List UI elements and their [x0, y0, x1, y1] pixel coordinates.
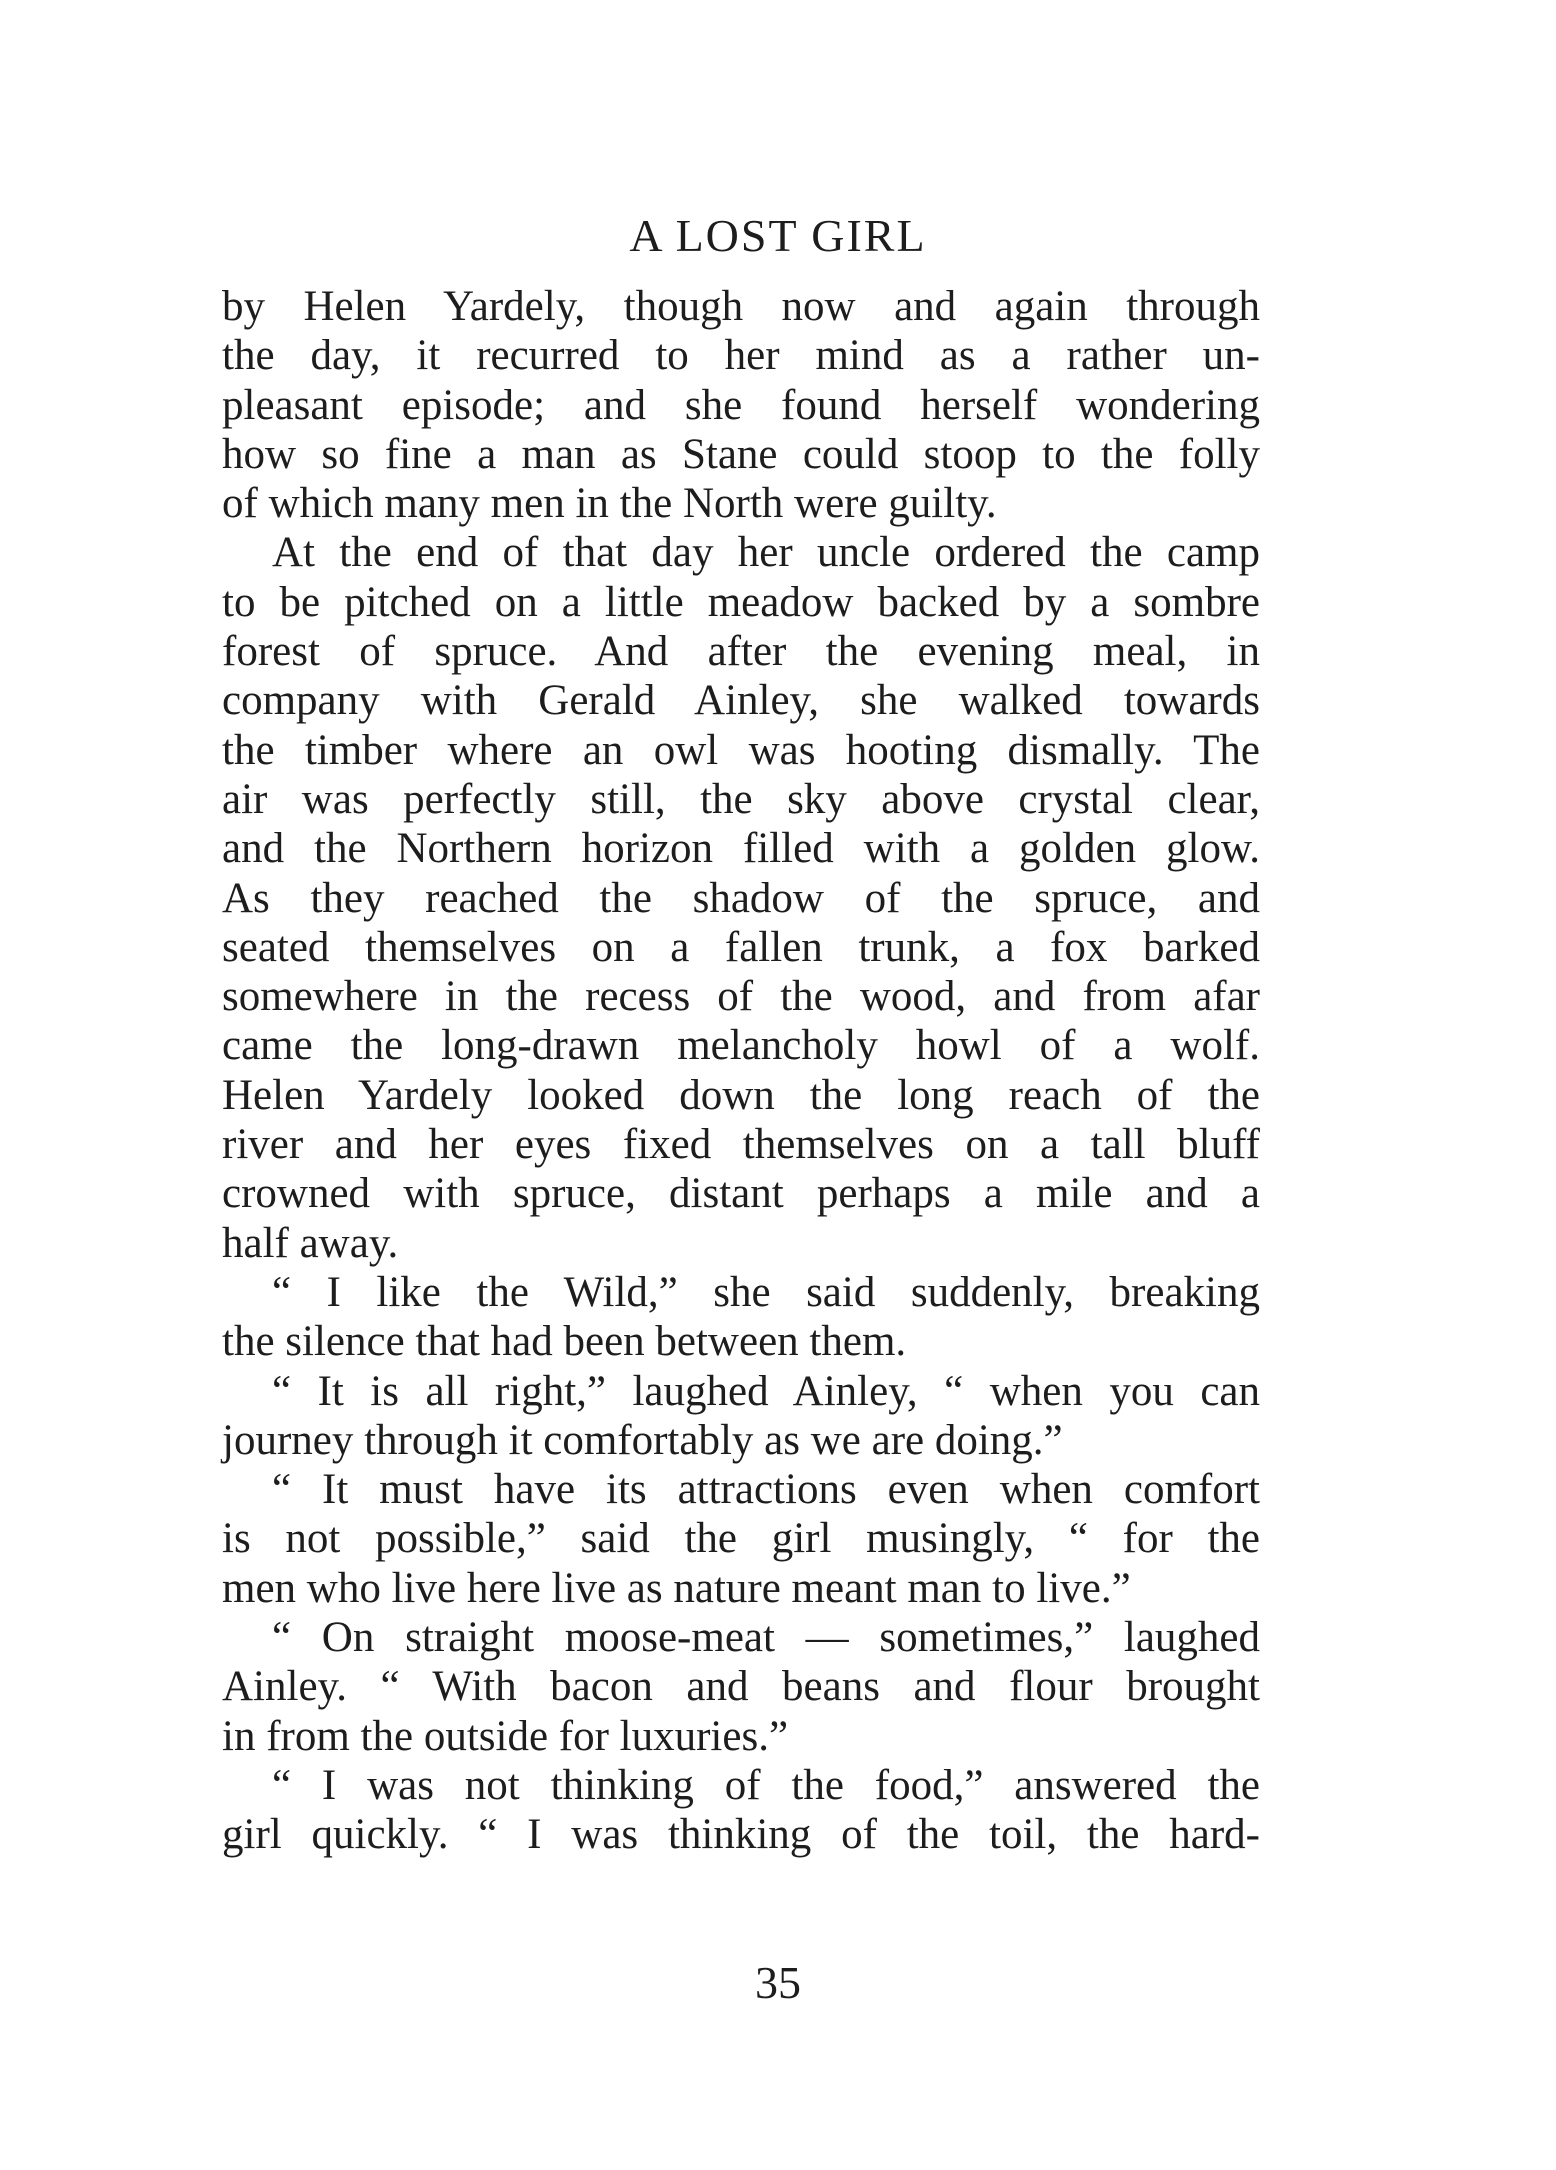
- text-line: the day, it recurred to her mind as a rather un-: [222, 332, 1260, 380]
- text-line: in from the outside for luxuries.”: [222, 1712, 789, 1760]
- text-line: to be pitched on a little meadow backed by a sombre: [222, 578, 1260, 626]
- text-line: of which many men in the North were guilty.: [222, 480, 997, 528]
- text-line: forest of spruce. And after the evening meal, in: [222, 628, 1260, 676]
- text-line: the silence that had been between them.: [222, 1318, 907, 1366]
- text-line: the timber where an owl was hooting dismally. The: [222, 726, 1260, 774]
- text-line: by Helen Yardely, though now and again through: [222, 283, 1260, 330]
- text-line: how so fine a man as Stane could stoop to the folly: [222, 430, 1260, 478]
- text-line: half away.: [222, 1219, 399, 1267]
- text-line: company with Gerald Ainley, she walked towards: [222, 677, 1260, 725]
- page-number: 35: [755, 1957, 801, 2008]
- text-line: girl quickly. “ I was thinking of the toil, the hard-: [222, 1811, 1260, 1859]
- body-text: [222, 282, 1260, 1860]
- text-line: “ I was not thinking of the food,” answered the: [272, 1761, 1260, 1809]
- text-line: Ainley. “ With bacon and beans and flour brought: [222, 1663, 1260, 1711]
- text-line: crowned with spruce, distant perhaps a mile and a: [222, 1170, 1260, 1218]
- text-line: journey through it comfortably as we are doing.”: [222, 1416, 1063, 1464]
- text-line: Helen Yardely looked down the long reach of the: [222, 1071, 1260, 1119]
- text-line: and the Northern horizon filled with a golden glow.: [222, 825, 1260, 873]
- text-line: pleasant episode; and she found herself wondering: [222, 381, 1260, 429]
- text-line: river and her eyes fixed themselves on a tall bluff: [222, 1121, 1260, 1169]
- text-line: air was perfectly still, the sky above crystal clear,: [222, 775, 1260, 823]
- text-line: “ I like the Wild,” she said suddenly, breaking: [272, 1268, 1260, 1316]
- text-line: At the end of that day her uncle ordered the camp: [272, 529, 1260, 577]
- text-line: “ It is all right,” laughed Ainley, “ when you can: [272, 1367, 1260, 1415]
- text-line: seated themselves on a fallen trunk, a fox barked: [222, 923, 1260, 971]
- text-line: “ It must have its attractions even when comfort: [272, 1466, 1260, 1514]
- text-line: came the long-drawn melancholy howl of a wolf.: [222, 1022, 1260, 1070]
- text-line: somewhere in the recess of the wood, and from afar: [222, 973, 1260, 1021]
- text-line: “ On straight moose-meat — sometimes,” laughed: [272, 1614, 1260, 1662]
- running-head: A LOST GIRL: [629, 210, 927, 261]
- text-line: men who live here live as nature meant man to live.”: [222, 1564, 1131, 1612]
- text-line: As they reached the shadow of the spruce, and: [222, 874, 1260, 922]
- text-line: is not possible,” said the girl musingly, “ for the: [222, 1515, 1260, 1563]
